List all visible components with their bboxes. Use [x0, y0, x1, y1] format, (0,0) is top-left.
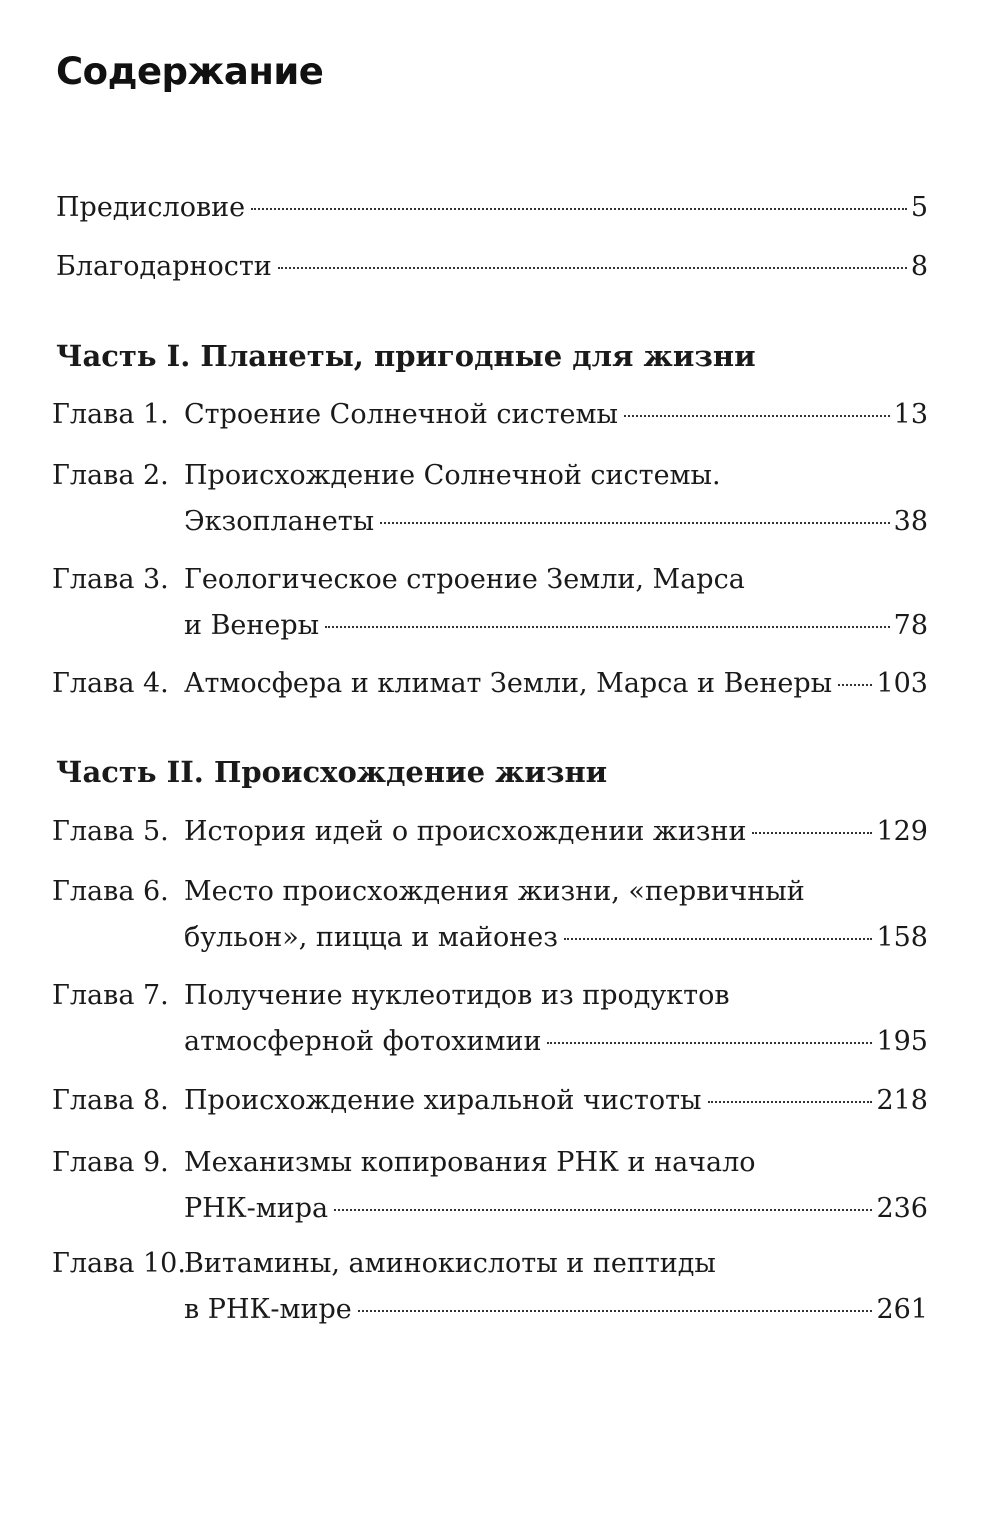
page-number: 218: [876, 1085, 928, 1116]
page-number: 78: [893, 610, 928, 641]
chapter-title-line: в РНК-мире: [184, 1294, 352, 1325]
chapter-label: Глава 10.: [52, 1248, 186, 1279]
chapter-label: Глава 7.: [52, 980, 169, 1011]
toc-chapter-4[interactable]: [52, 661, 928, 707]
chapter-title-line: История идей о происхождении жизни: [184, 816, 747, 847]
dot-leader: [708, 1101, 873, 1103]
chapter-label: Глава 6.: [52, 876, 169, 907]
chapter-label: Глава 8.: [52, 1085, 169, 1116]
page-number: 38: [893, 506, 928, 537]
entry-title: Благодарности: [56, 251, 272, 282]
toc-entry-preface[interactable]: [56, 190, 928, 226]
chapter-label: Глава 5.: [52, 816, 169, 847]
toc-chapter-1[interactable]: [52, 392, 928, 438]
dot-leader: [752, 832, 872, 834]
dot-leader: [564, 938, 873, 940]
page-title: Содержание: [56, 50, 324, 93]
chapter-title-line: Строение Солнечной системы: [184, 399, 619, 430]
dot-leader: [334, 1209, 872, 1211]
page-number: 5: [910, 192, 928, 223]
dot-leader: [278, 267, 907, 269]
page-number: 236: [876, 1193, 928, 1224]
chapter-title-line: Получение нуклеотидов из продуктов: [184, 980, 730, 1011]
chapter-title-line: Место происхождения жизни, «первичный: [184, 876, 805, 907]
toc-chapter-10[interactable]: [52, 1241, 928, 1333]
dot-leader: [380, 522, 889, 524]
dot-leader: [547, 1042, 872, 1044]
chapter-label: Глава 9.: [52, 1147, 169, 1178]
chapter-title-line: РНК-мира: [184, 1193, 329, 1224]
page-number: 103: [876, 668, 928, 699]
page-number: 195: [876, 1026, 928, 1057]
entry-title: Предисловие: [56, 192, 246, 223]
toc-chapter-6[interactable]: [52, 869, 928, 961]
toc-chapter-9[interactable]: [52, 1140, 928, 1232]
chapter-title-line: Механизмы копирования РНК и начало: [184, 1147, 756, 1178]
chapter-title-line: Геологическое строение Земли, Марса: [184, 564, 745, 595]
chapter-title-line: Происхождение Солнечной системы.: [184, 460, 721, 491]
toc-chapter-8[interactable]: [52, 1078, 928, 1124]
part-heading-1: Часть I. Планеты, пригодные для жизни: [56, 339, 756, 373]
toc-chapter-5[interactable]: [52, 809, 928, 855]
chapter-title-line: Происхождение хиральной чистоты: [184, 1085, 702, 1116]
part-heading-2: Часть II. Происхождение жизни: [56, 755, 608, 789]
page-number: 13: [893, 399, 928, 430]
dot-leader: [358, 1310, 873, 1312]
page-number: 129: [876, 816, 928, 847]
chapter-title-line: Атмосфера и климат Земли, Марса и Венеры: [184, 668, 833, 699]
page-number: 261: [876, 1294, 928, 1325]
chapter-label: Глава 4.: [52, 668, 169, 699]
chapter-label: Глава 1.: [52, 399, 169, 430]
chapter-title-line: Экзопланеты: [184, 506, 375, 537]
dot-leader: [838, 684, 872, 686]
toc-chapter-2[interactable]: [52, 453, 928, 545]
chapter-title-line: Витамины, аминокислоты и пептиды: [184, 1248, 716, 1279]
toc-chapter-3[interactable]: [52, 557, 928, 649]
chapter-label: Глава 2.: [52, 460, 169, 491]
chapter-title-line: бульон», пицца и майонез: [184, 922, 558, 953]
page-number: 8: [910, 251, 928, 282]
dot-leader: [624, 415, 890, 417]
toc-entry-acknowledgements[interactable]: [56, 249, 928, 285]
dot-leader: [251, 208, 907, 210]
toc-chapter-7[interactable]: [52, 973, 928, 1065]
chapter-title-line: и Венеры: [184, 610, 320, 641]
chapter-label: Глава 3.: [52, 564, 169, 595]
page-number: 158: [876, 922, 928, 953]
chapter-title-line: атмосферной фотохимии: [184, 1026, 542, 1057]
dot-leader: [325, 626, 889, 628]
